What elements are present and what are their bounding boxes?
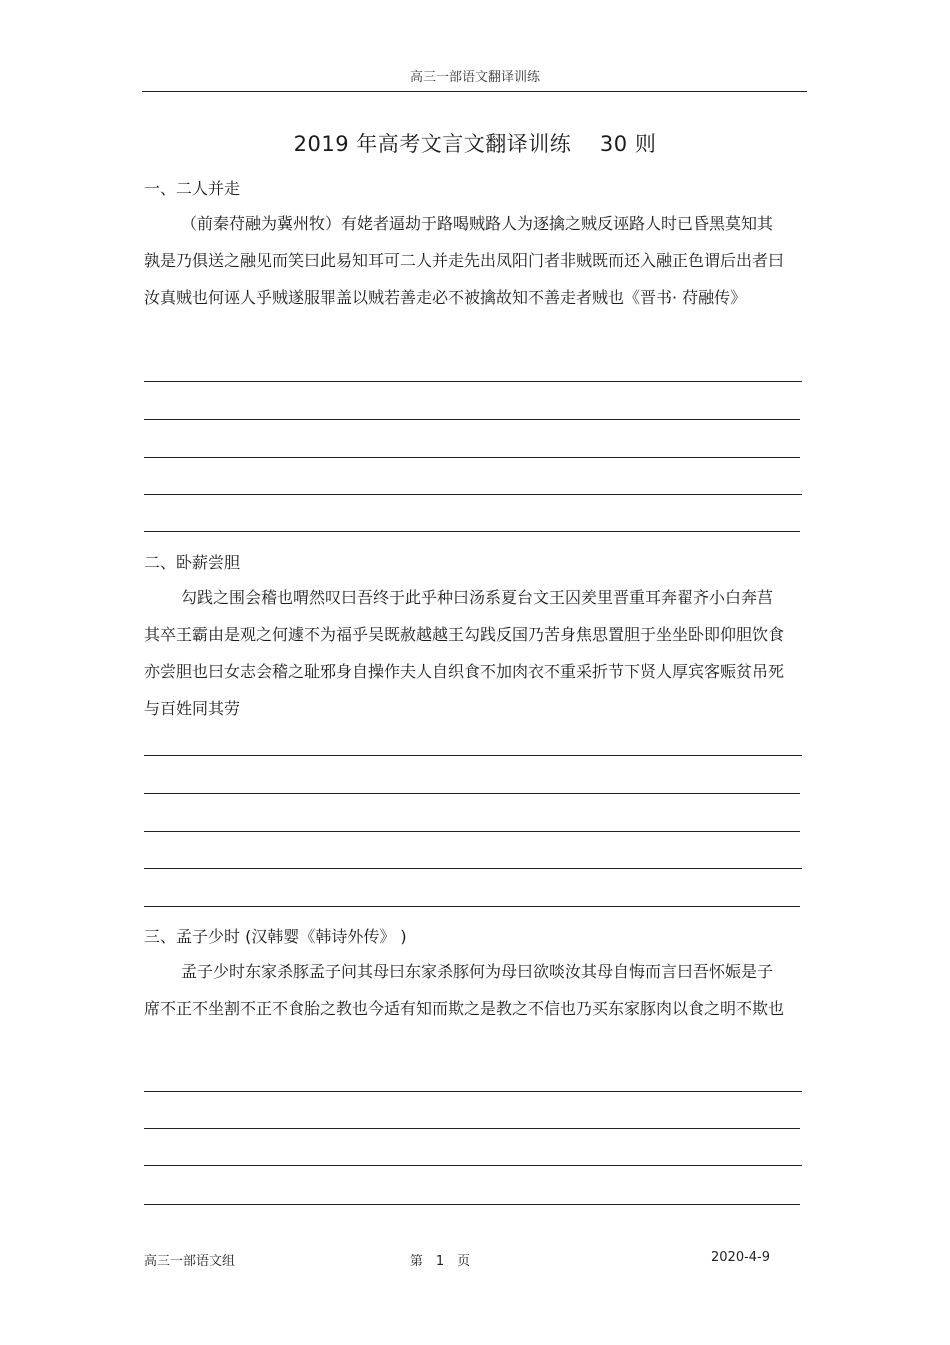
section-heading-2: 二、卧薪尝胆 (144, 553, 241, 572)
page-number: 第 1 页 (409, 1254, 471, 1269)
section-heading-1: 一、二人并走 (144, 179, 241, 198)
page-header: 高三一部语文翻译训练 (409, 70, 540, 85)
section-paragraph-1: （前秦苻融为冀州牧）有姥者逼劫于路喝贼路人为逐擒之贼反诬路人时已昏黑莫知其孰是乃俱送之融见而笑曰此易知耳可二人并走先出凤阳门者非贼既而还入融正色谓后出者曰汝真贼也何诬人乎贼遂服罪盖以贼若善走必不被擒故知不善走者贼也《晋书· 苻融传》 (144, 214, 785, 307)
section-paragraph-2: 勾践之围会稽也喟然叹曰吾终于此乎种曰汤系夏台文王囚羑里晋重耳奔翟齐小白奔莒其卒王霸由是观之何遽不为福乎吴既赦越越王勾践反国乃苦身焦思置胆于坐坐卧即仰胆饮食亦尝胆也曰女志会稽之耻邪身自操作夫人自织食不加肉衣不重采折节下贤人厚宾客赈贫吊死与百姓同其劳 (144, 588, 785, 718)
section-heading-3: 三、孟子少时 (汉韩婴《韩诗外传》 ) (144, 927, 407, 946)
page-title: 2019 年高考文言文翻译训练 30 则 (293, 132, 657, 156)
footer-left: 高三一部语文组 (144, 1254, 236, 1269)
footer-date: 2020-4-9 (711, 1250, 771, 1265)
section-paragraph-3: 孟子少时东家杀豚孟子问其母曰东家杀豚何为母曰欲啖汝其母自悔而言曰吾怀娠是子席不正不坐割不正不食胎之教也今适有知而欺之是教之不信也乃买东家豚肉以食之明不欺也 (144, 962, 785, 1018)
